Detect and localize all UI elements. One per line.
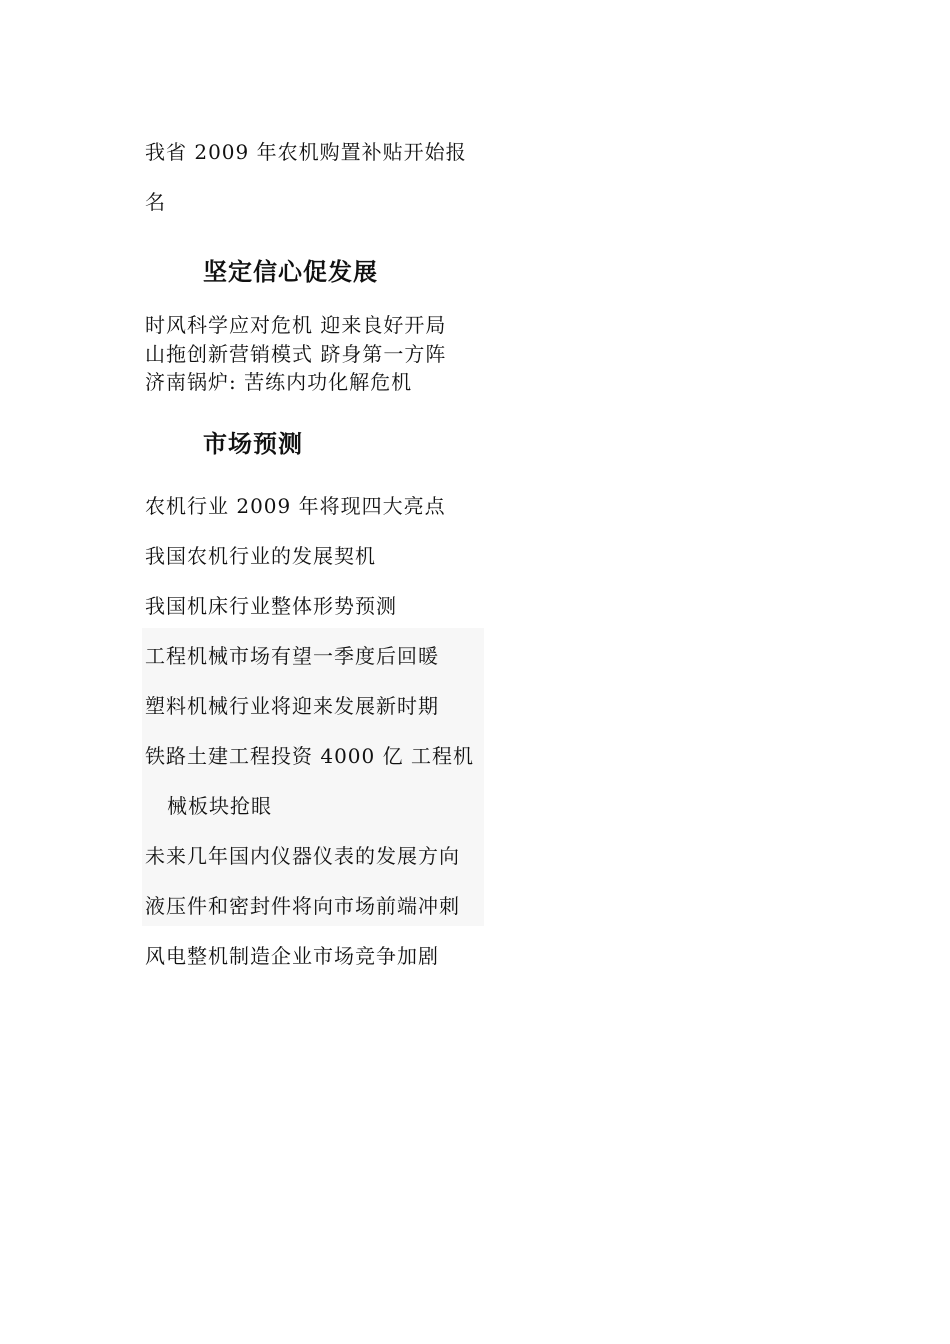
section2-item: 液压件和密封件将向市场前端冲刺 [145,894,460,918]
section2-item: 塑料机械行业将迎来发展新时期 [145,694,439,718]
section1-item: 济南锅炉: 苦练内功化解危机 [145,370,413,394]
section-title-confidence: 坚定信心促发展 [203,258,378,286]
section2-item: 未来几年国内仪器仪表的发展方向 [145,844,460,868]
section1-item: 时风科学应对危机 迎来良好开局 [145,313,447,337]
section2-item: 农机行业 2009 年将现四大亮点 [145,494,446,518]
shaded-block [142,628,484,926]
section2-item: 风电整机制造企业市场竞争加剧 [145,944,439,968]
section2-item: 铁路土建工程投资 4000 亿 工程机 [145,744,474,768]
section1-item: 山拖创新营销模式 跻身第一方阵 [145,342,447,366]
section-title-market-forecast: 市场预测 [203,430,303,458]
section2-item: 我国农机行业的发展契机 [145,544,376,568]
intro-line-1: 我省 2009 年农机购置补贴开始报 [145,140,467,164]
section2-item: 工程机械市场有望一季度后回暖 [145,644,439,668]
section2-item-continuation: 械板块抢眼 [167,794,272,818]
section2-item: 我国机床行业整体形势预测 [145,594,397,618]
intro-line-2: 名 [145,190,166,214]
